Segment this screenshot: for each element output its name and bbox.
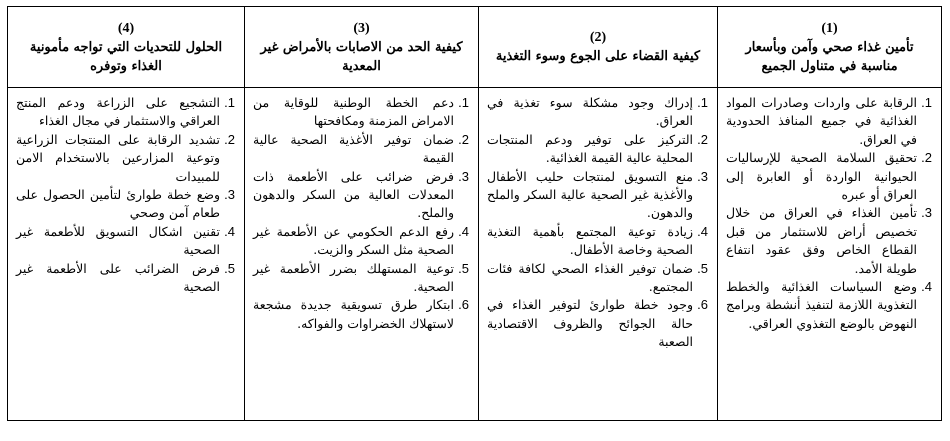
column-list-4 xyxy=(16,94,238,296)
list-item: وضع خطة طوارئ لتأمين الحصول على طعام آمن وصحي xyxy=(16,187,220,221)
column-cell-3 xyxy=(245,88,479,421)
list-item: الرقابة على واردات وصادرات المواد الغذائية في جميع المنافذ الحدودية في العراق. xyxy=(726,95,917,147)
column-list-3 xyxy=(253,94,472,333)
list-item: التركيز على توفير ودعم المنتجات المحلية عالية القيمة الغذائية. xyxy=(487,131,693,166)
list-item: رفع الدعم الحكومي عن الأطعمة غير الصحية مثل السكر والزيت. xyxy=(253,223,454,258)
column-cell-2 xyxy=(479,88,718,421)
list-item: ضمان توفير الأغذية الصحية عالية القيمة xyxy=(253,131,454,166)
list-item: ابتكار طرق تسويقية جديدة مشجعة لاستهلاك الخضراوات والفواكه. xyxy=(253,297,454,331)
column-header-4 xyxy=(8,7,245,88)
list-item: وجود خطة طوارئ لتوفير الغذاء في حالة الجوائح والظروف الاقتصادية الصعبة xyxy=(487,297,693,350)
list-item: فرض ضرائب على الأطعمة ذات المعدلات العالية من السكر والدهون والملح. xyxy=(253,168,454,221)
column-header-1 xyxy=(718,7,942,88)
list-item: التشجيع على الزراعة ودعم المنتج العراقي والاستثمار في مجال الغذاء xyxy=(16,95,220,129)
column-list-1 xyxy=(726,94,935,333)
list-item: تقنين اشكال التسويق للأطعمة غير الصحية xyxy=(16,223,220,258)
list-item: منع التسويق لمنتجات حليب الأطفال والأغذية غير الصحية عالية السكر والملح والدهون. xyxy=(487,168,693,221)
column-title-4: الحلول للتحديات التي تواجه مأمونية الغذاء وتوفره xyxy=(29,39,223,74)
column-title-3: كيفية الحد من الاصابات بالأمراض غير المعدية xyxy=(260,39,463,74)
column-list-2 xyxy=(487,94,711,352)
column-number-4: (4) xyxy=(117,20,135,36)
list-item: وضع السياسات الغذائية والخطط التغذوية اللازمة لتنفيذ أنشطة وبرامج النهوض بالوضع التغذوي العراقي. xyxy=(726,279,917,331)
column-cell-1 xyxy=(718,88,942,421)
list-item: تشديد الرقابة على المنتجات الزراعية وتوعية المزارعين بالاستخدام الامن للمبيدات xyxy=(16,131,220,184)
list-item: إدراك وجود مشكلة سوء تغذية في العراق. xyxy=(487,95,693,129)
column-header-3 xyxy=(245,7,479,88)
column-title-1: تأمين غذاء صحي وآمن وبأسعار مناسبة في متناول الجميع xyxy=(745,39,914,74)
column-number-1: (1) xyxy=(821,20,838,36)
column-number-2: (2) xyxy=(589,30,607,45)
content-row xyxy=(8,88,942,421)
solutions-table xyxy=(7,6,942,421)
column-number-3: (3) xyxy=(353,20,370,36)
list-item: دعم الخطة الوطنية للوقاية من الامراض المزمنة ومكافحتها xyxy=(253,95,454,129)
list-item: تحقيق السلامة الصحية للإرساليات الحيوانية الواردة أو العابرة إلى العراق أو عبره xyxy=(726,150,917,203)
column-title-2: كيفية القضاء على الجوع وسوء التغذية xyxy=(495,49,701,64)
list-item: تأمين الغذاء في العراق من خلال تخصيص أراض للاستثمار من قبل القطاع الخاص وفق عقود انتفاع طويلة الأمد. xyxy=(726,205,917,276)
list-item: ضمان توفير الغذاء الصحي لكافة فئات المجتمع. xyxy=(487,260,693,295)
header-row xyxy=(8,7,942,88)
column-header-2 xyxy=(479,7,718,88)
list-item: زيادة توعية المجتمع بأهمية التغذية الصحية وخاصة الأطفال. xyxy=(487,223,693,258)
column-cell-4 xyxy=(8,88,245,421)
list-item: فرض الضرائب على الأطعمة غير الصحية xyxy=(16,260,220,295)
list-item: توعية المستهلك بضرر الأطعمة غير الصحية. xyxy=(253,260,454,295)
